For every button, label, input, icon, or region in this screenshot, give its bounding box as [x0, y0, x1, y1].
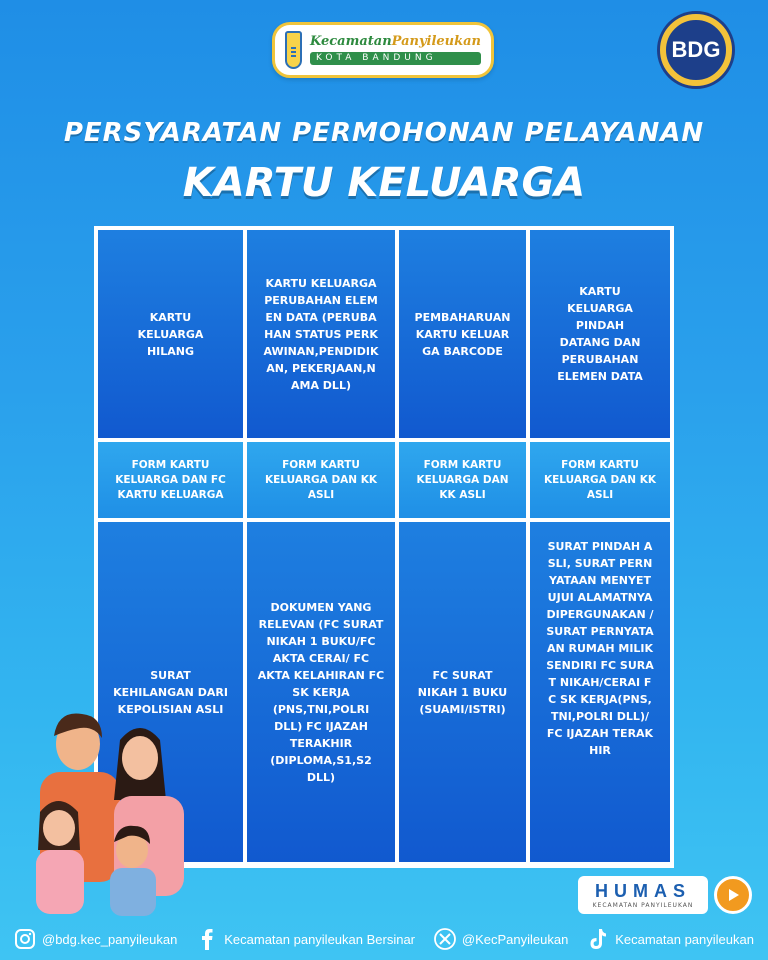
- page-title-line2: KARTU KELUARGA: [182, 160, 586, 206]
- table-header-cell: KARTU KELUARGA PERUBAHAN ELEMEN DATA (PERUBAHAN STATUS PERKAWINAN,PENDIDIKAN, PEKERJAAN,NAMA DLL): [247, 230, 395, 438]
- kecamatan-logo-badge: [272, 22, 494, 78]
- instagram-link[interactable]: @bdg.kec_panyileukan: [14, 928, 177, 950]
- table-header-cell: KARTU KELUARGA HILANG: [98, 230, 243, 438]
- page-title-line1: PERSYARATAN PERMOHONAN PELAYANAN: [63, 118, 705, 148]
- bandung-crest-icon: [285, 31, 302, 69]
- table-form-cell: FORM KARTU KELUARGA DAN KK ASLI: [247, 442, 395, 518]
- tiktok-link[interactable]: Kecamatan panyileukan: [587, 928, 754, 950]
- table-form-cell: FORM KARTU KELUARGA DAN KK ASLI: [399, 442, 526, 518]
- table-doc-cell: FC SURAT NIKAH 1 BUKU (SUAMI/ISTRI): [399, 522, 526, 862]
- table-header-cell: KARTU KELUARGA PINDAH DATANG DAN PERUBAHAN ELEMEN DATA: [530, 230, 670, 438]
- tiktok-icon: [587, 928, 609, 950]
- table-header-cell: PEMBAHARUAN KARTU KELUARGA BARCODE: [399, 230, 526, 438]
- table-doc-cell: SURAT PINDAH ASLI, SURAT PERNYATAAN MENYETUJUI ALAMATNYA DIPERGUNAKAN /SURAT PERNYATAAN RUMAH MILIK SENDIRI FC SURAT NIKAH/CERAI FC SK KERJA(PNS,TNI,POLRI DLL)/ FC IJAZAH TERAKHIR: [530, 522, 670, 862]
- table-doc-cell: DOKUMEN YANG RELEVAN (FC SURAT NIKAH 1 BUKU/FC AKTA CERAI/ FC AKTA KELAHIRAN FC SK KERJA (PNS,TNI,POLRI DLL) FC IJAZAH TERAKHIR (DIPLOMA,S1,S2 DLL): [247, 522, 395, 862]
- instagram-icon: [14, 928, 36, 950]
- play-button[interactable]: [714, 876, 752, 914]
- x-icon: [434, 928, 456, 950]
- facebook-link[interactable]: Kecamatan panyileukan Bersinar: [196, 928, 415, 950]
- table-form-cell: FORM KARTU KELUARGA DAN FC KARTU KELUARGA: [98, 442, 243, 518]
- facebook-icon: [196, 928, 218, 950]
- humas-logo: HUMAS KECAMATAN PANYILEUKAN: [578, 876, 708, 914]
- badge-title: KecamatanPanyileukan: [309, 34, 481, 49]
- table-doc-cell: SURAT KEHILANGAN DARI KEPOLISIAN ASLI: [98, 522, 243, 862]
- x-link[interactable]: @KecPanyileukan: [434, 928, 568, 950]
- table-form-cell: FORM KARTU KELUARGA DAN KK ASLI: [530, 442, 670, 518]
- badge-subtitle: KOTA BANDUNG: [310, 52, 481, 65]
- play-icon: [724, 886, 742, 904]
- family-illustration: [10, 700, 210, 920]
- bdg-logo: BDG: [660, 14, 732, 86]
- social-footer: [14, 926, 754, 952]
